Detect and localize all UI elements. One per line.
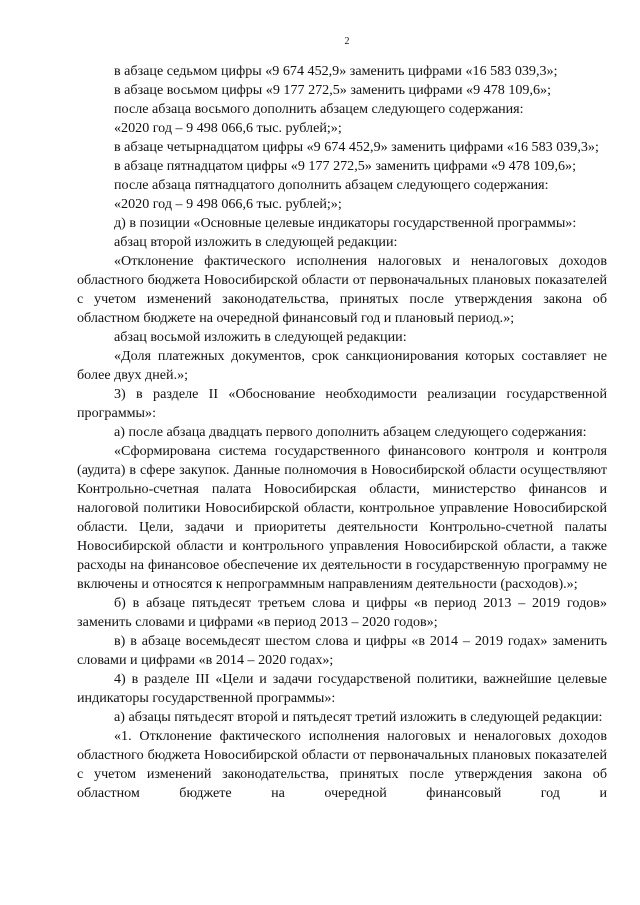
paragraph: абзац второй изложить в следующей редакции: [114, 234, 398, 250]
paragraph: после абзаца пятнадцатого дополнить абзацем следующего содержания: [114, 177, 549, 193]
paragraph: в абзаце пятнадцатом цифры «9 177 272,5» заменить цифрами «9 478 109,6»; [114, 158, 576, 174]
paragraph: б) в абзаце пятьдесят третьем слова и цифры «в период 2013 – 2019 годов» заменить словами и цифрами «в период 2013 – 2020 годов»; [77, 595, 607, 630]
paragraph: в абзаце восьмом цифры «9 177 272,5» заменить цифрами «9 478 109,6»; [114, 82, 551, 98]
paragraph: «Доля платежных документов, срок санкционирования которых составляет не более двух дней.»; [77, 348, 607, 383]
paragraph: абзац восьмой изложить в следующей редакции: [114, 329, 407, 345]
paragraph: «Сформирована система государственного финансового контроля и контроля (аудита) в сфере закупок. Данные полномочия в Новосибирской области осуществляют Контрольно-счетная палата Новосибирская области, министерство финансов и налоговой политики Новосибирской области, контрольное управление Новосибирской области. Цели, задачи и приоритеты деятельности Контрольно-счетной палаты Новосибирской области и контрольного управления Новосибирской области, а также расходы на финансовое обеспечение их деятельности в государственную программу не включены и относятся к непрограммным направлениям деятельности (расходов).»; [77, 443, 607, 592]
paragraph: в абзаце четырнадцатом цифры «9 674 452,9» заменить цифрами «16 583 039,3»; [114, 139, 599, 155]
paragraph: в абзаце седьмом цифры «9 674 452,9» заменить цифрами «16 583 039,3»; [114, 63, 558, 79]
paragraph: «Отклонение фактического исполнения налоговых и неналоговых доходов областного бюджета Новосибирской области от первоначальных плановых показателей с учетом изменений законодательства, принятых после утверждения закона об областном бюджете на очередной финансовый год и плановый период.»; [77, 253, 607, 326]
paragraph: после абзаца восьмого дополнить абзацем следующего содержания: [114, 101, 524, 117]
page-number: 2 [344, 36, 350, 47]
paragraph: «1. Отклонение фактического исполнения налоговых и неналоговых доходов областного бюджета Новосибирской области от первоначальных плановых показателей с учетом изменений законодательства, принятых после утверждения закона об областном бюджете на очередной финансовый год и [77, 728, 607, 801]
paragraph: д) в позиции «Основные целевые индикаторы государственной программы»: [114, 215, 577, 231]
paragraph: а) после абзаца двадцать первого дополнить абзацем следующего содержания: [114, 424, 587, 440]
paragraph: «2020 год – 9 498 066,6 тыс. рублей;»; [114, 120, 342, 136]
paragraph: а) абзацы пятьдесят второй и пятьдесят третий изложить в следующей редакции: [114, 709, 603, 725]
paragraph: в) в абзаце восемьдесят шестом слова и цифры «в 2014 – 2019 годах» заменить словами и цифрами «в 2014 – 2020 годах»; [77, 633, 607, 668]
paragraph: 3) в разделе II «Обоснование необходимости реализации государственной программы»: [77, 386, 607, 421]
paragraph: «2020 год – 9 498 066,6 тыс. рублей;»; [114, 196, 342, 212]
paragraph: 4) в разделе III «Цели и задачи государственой политики, важнейшие целевые индикаторы государственной программы»: [77, 671, 607, 706]
